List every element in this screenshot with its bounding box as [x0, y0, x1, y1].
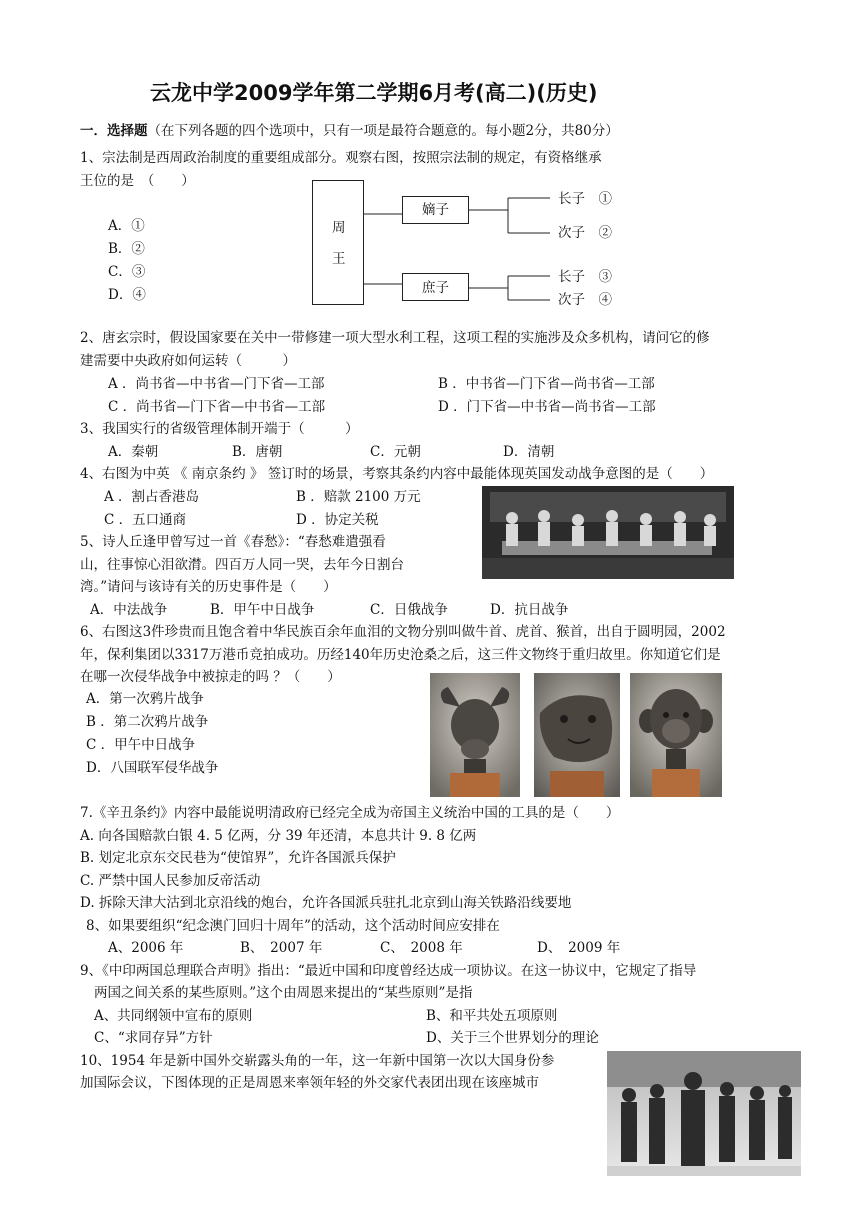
q8-option-d: D、 2009 年	[537, 940, 621, 956]
q1-stem-line1: 1、宗法制是西周政治制度的重要组成部分。观察右图，按照宗法制的规定，有资格继承	[80, 150, 602, 166]
q8-stem: 8、如果要组织“纪念澳门回归十周年”的活动，这个活动时间应安排在	[86, 918, 500, 934]
q1-option-b: B．②	[108, 241, 145, 257]
q2-option-a: A ．尚书省—中书省—门下省—工部	[108, 376, 325, 392]
treaty-signing-photo	[482, 486, 734, 579]
q2-stem-line1: 2、唐玄宗时，假设国家要在关中一带修建一项大型水利工程，这项工程的实施涉及众多机构，请问它的修	[80, 330, 710, 346]
delegation-photo	[607, 1051, 801, 1176]
q4-stem: 4、右图为中英 《 南京条约 》 签订时的场景，考察其条约内容中最能体现英国发动战争意图的是（ ）	[80, 466, 714, 482]
q6-option-d: D．八国联军侵华战争	[86, 760, 219, 776]
delegation-figures	[607, 1051, 801, 1176]
q6-option-a: A．第一次鸦片战争	[86, 691, 204, 707]
q9-option-b: B、和平共处五项原则	[426, 1008, 558, 1024]
tiger-head-photo	[534, 673, 620, 797]
q5-stem-line2: 山，往事惊心泪欲潸。四百万人同一哭，去年今日割台	[80, 557, 404, 573]
q5-option-c: C．日俄战争	[370, 602, 448, 618]
treaty-scene-figures	[482, 486, 734, 579]
page-title: 云龙中学2009学年第二学期6月考(高二)(历史)	[150, 81, 598, 105]
q10-stem-line1: 10、1954 年是新中国外交崭露头角的一年，这一年新中国第一次以大国身份参	[80, 1053, 555, 1069]
monkey-head-figure	[630, 673, 722, 797]
q1-option-c: C．③	[108, 264, 146, 280]
q9-option-a: A、共同纲领中宣布的原则	[94, 1008, 253, 1024]
q7-option-d: D. 拆除天津大沽到北京沿线的炮台，允许各国派兵驻扎北京到山海关铁路沿线要地	[80, 895, 572, 911]
q8-option-b: B、 2007 年	[240, 940, 323, 956]
q3-option-d: D．清朝	[503, 444, 555, 460]
q6-stem-line1: 6、右图这3件珍贵而且饱含着中华民族百余年血泪的文物分别叫做牛首、虎首、猴首，出自于圆明园，2002	[80, 624, 726, 640]
q6-stem-line2: 年，保利集团以3317万港币竞拍成功。历经140年历史沧桑之后，这三件文物终于重归故里。你知道它们是	[80, 647, 721, 663]
q5-option-a: A．中法战争	[90, 602, 168, 618]
q2-option-c: C ．尚书省—门下省—中书省—工部	[108, 399, 326, 415]
q1-stem-line2: 王位的是 （ ）	[80, 173, 195, 189]
q7-option-a: A. 向各国赔款白银 4. 5 亿两，分 39 年还清，本息共计 9. 8 亿两	[80, 828, 477, 844]
q6-option-c: C ．甲午中日战争	[86, 737, 196, 753]
q5-option-d: D．抗日战争	[490, 602, 569, 618]
q8-option-c: C、 2008 年	[380, 940, 463, 956]
q4-option-c: C ．五口通商	[104, 512, 187, 528]
q7-option-b: B. 划定北京东交民巷为“使馆界”，允许各国派兵保护	[80, 850, 396, 866]
q6-option-b: B ．第二次鸦片战争	[86, 714, 209, 730]
q10-stem-line2: 加国际会议，下图体现的正是周恩来率领年轻的外交家代表团出现在该座城市	[80, 1075, 539, 1091]
lineage-diagram	[312, 180, 652, 310]
diagram-leaf-4: 次子 ④	[558, 292, 612, 308]
diagram-king-bottom: 王	[332, 251, 346, 267]
section-label: 一．选择题	[80, 123, 148, 139]
ox-head-photo	[430, 673, 520, 797]
q4-option-a: A ．割占香港岛	[104, 489, 200, 505]
q9-option-c: C、“求同存异”方针	[94, 1030, 213, 1046]
q4-option-d: D ．协定关税	[296, 512, 379, 528]
q9-stem-line1: 9、《中印两国总理联合声明》指出：“最近中国和印度曾经达成一项协议。在这一协议中，它规定了指导	[80, 963, 697, 979]
q8-option-a: A、2006 年	[108, 940, 184, 956]
monkey-head-photo	[630, 673, 722, 797]
diagram-dizi: 嫡子	[422, 202, 449, 218]
ox-head-figure	[430, 673, 520, 797]
q5-option-b: B．甲午中日战争	[210, 602, 315, 618]
diagram-leaf-3: 长子 ③	[558, 269, 612, 285]
q9-stem-line2: 两国之间关系的某些原则。”这个由周恩来提出的“某些原则”是指	[94, 985, 473, 1001]
q3-option-c: C．元朝	[370, 444, 421, 460]
q4-option-b: B ．赔款 2100 万元	[296, 489, 421, 505]
q3-option-b: B．唐朝	[232, 444, 283, 460]
diagram-shuzi: 庶子	[422, 280, 449, 296]
diagram-leaf-2: 次子 ②	[558, 225, 612, 241]
q9-option-d: D、关于三个世界划分的理论	[426, 1030, 599, 1046]
q2-option-b: B ．中书省—门下省—尚书省—工部	[438, 376, 655, 392]
tiger-head-figure	[534, 673, 620, 797]
q7-stem: 7.《辛丑条约》内容中最能说明清政府已经完全成为帝国主义统治中国的工具的是（ ）	[80, 805, 620, 821]
section-instruction: （在下列各题的四个选项中，只有一项是最符合题意的。每小题2分，共80分）	[147, 123, 619, 139]
q7-option-c: C. 严禁中国人民参加反帝活动	[80, 873, 261, 889]
q2-stem-line2: 建需要中央政府如何运转（ ）	[80, 353, 296, 369]
q3-stem: 3、我国实行的省级管理体制开端于（ ）	[80, 421, 359, 437]
q5-stem-line3: 湾。”请问与该诗有关的历史事件是（ ）	[80, 579, 337, 595]
diagram-king-top: 周	[332, 220, 346, 236]
diagram-leaf-1: 长子 ①	[558, 191, 612, 207]
q2-option-d: D ．门下省—中书省—尚书省—工部	[438, 399, 656, 415]
q5-stem-line1: 5、诗人丘逢甲曾写过一首《春愁》：“春愁难遣强看	[80, 534, 386, 550]
q6-stem-line3: 在哪一次侵华战争中被掠走的吗 ？（ ）	[80, 669, 341, 685]
section-heading	[80, 122, 619, 140]
q1-option-a: A．①	[108, 218, 145, 234]
q1-option-d: D．④	[108, 287, 146, 303]
q3-option-a: A．秦朝	[108, 444, 159, 460]
